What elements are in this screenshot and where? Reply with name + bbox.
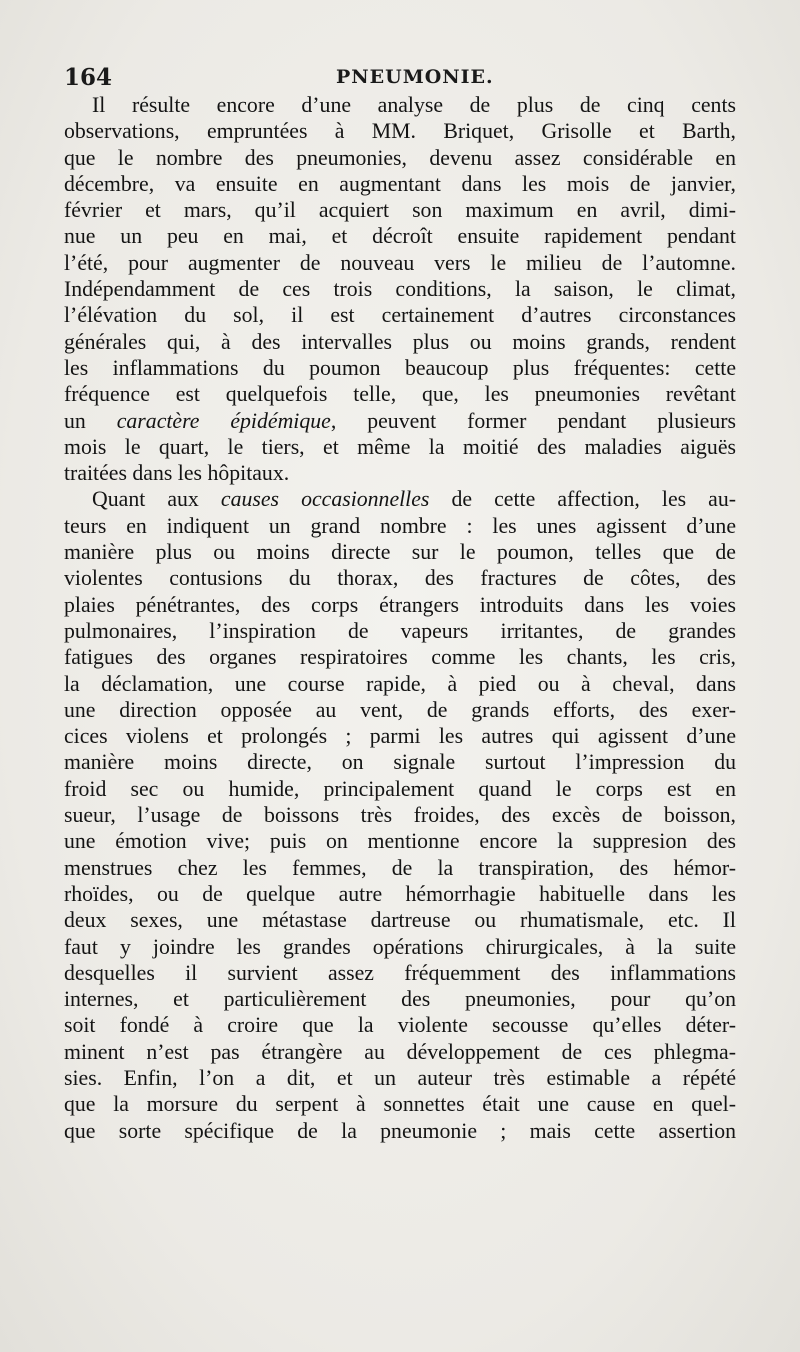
text-line: cices violens et prolongés ; parmi les autres qui agissent d’une bbox=[64, 724, 736, 749]
text-line: mois le quart, le tiers, et même la moitié des maladies aiguës bbox=[64, 434, 736, 459]
text-line: desquelles il survient assez fréquemment des inflammations bbox=[64, 960, 736, 985]
text-line: minent n’est pas étrangère au développement de ces phlegma- bbox=[64, 1039, 736, 1064]
text-line: observations, empruntées à MM. Briquet, Grisolle et Barth, bbox=[64, 119, 736, 144]
text-line: que la morsure du serpent à sonnettes était une cause en quel- bbox=[64, 1092, 736, 1117]
text-line: l’été, pour augmenter de nouveau vers le milieu de l’automne. bbox=[64, 250, 736, 275]
text-line: décembre, va ensuite en augmentant dans les mois de janvier, bbox=[64, 171, 736, 196]
text-line: février et mars, qu’il acquiert son maximum en avril, dimi- bbox=[64, 198, 736, 223]
text-run: un bbox=[64, 408, 117, 433]
text-line: rhoïdes, ou de quelque autre hémorrhagie habituelle dans les bbox=[64, 881, 736, 906]
italic-phrase: caractère épidémique bbox=[116, 408, 331, 433]
italic-phrase: causes occasionnelles bbox=[220, 487, 430, 512]
text-run: Quant aux bbox=[92, 487, 221, 512]
text-line: une direction opposée au vent, de grands efforts, des exer- bbox=[64, 697, 736, 722]
text-line: nue un peu en mai, et décroît ensuite rapidement pendant bbox=[64, 224, 736, 249]
text-line: sueur, l’usage de boissons très froides, des excès de boisson, bbox=[64, 803, 736, 828]
text-line: violentes contusions du thorax, des fractures de côtes, des bbox=[64, 566, 736, 591]
text-line: soit fondé à croire que la violente secousse qu’elles déter- bbox=[64, 1013, 736, 1038]
body-text bbox=[64, 92, 736, 1144]
text-line: manière plus ou moins directe sur le poumon, telles que de bbox=[64, 540, 736, 565]
text-line: l’élévation du sol, il est certainement d’autres circonstances bbox=[64, 303, 736, 328]
page-number: 164 bbox=[64, 64, 113, 91]
page-header bbox=[64, 64, 736, 94]
text-run: , peuvent former pendant plusieurs bbox=[330, 408, 736, 433]
text-line: Indépendamment de ces trois conditions, la saison, le climat, bbox=[64, 277, 736, 302]
text-line: pulmonaires, l’inspiration de vapeurs irritantes, de grandes bbox=[64, 618, 736, 643]
text-line: générales qui, à des intervalles plus ou moins grands, rendent bbox=[64, 329, 736, 354]
text-line: froid sec ou humide, principalement quand le corps est en bbox=[64, 776, 736, 801]
text-line: faut y joindre les grandes opérations chirurgicales, à la suite bbox=[64, 934, 736, 959]
text-line: les inflammations du poumon beaucoup plus fréquentes: cette bbox=[64, 355, 736, 380]
text-line bbox=[64, 408, 736, 434]
text-line: Il résulte encore d’une analyse de plus de cinq cents bbox=[92, 93, 736, 117]
text-line: fréquence est quelquefois telle, que, les pneumonies revêtant bbox=[64, 382, 736, 407]
text-line: fatigues des organes respiratoires comme les chants, les cris, bbox=[64, 645, 736, 670]
running-head: PNEUMONIE. bbox=[336, 66, 494, 88]
text-line: manière moins directe, on signale surtout l’impression du bbox=[64, 750, 736, 775]
text-line: une émotion vive; puis on mentionne encore la suppresion des bbox=[64, 829, 736, 854]
text-line: deux sexes, une métastase dartreuse ou rhumatismale, etc. Il bbox=[64, 908, 736, 933]
text-line: teurs en indiquent un grand nombre : les unes agissent d’une bbox=[64, 513, 736, 538]
text-line: traitées dans les hôpitaux. bbox=[64, 461, 290, 486]
text-line: que le nombre des pneumonies, devenu assez considérable en bbox=[64, 145, 736, 170]
text-line: sies. Enfin, l’on a dit, et un auteur très estimable a répété bbox=[64, 1065, 736, 1090]
text-line: plaies pénétrantes, des corps étrangers introduits dans les voies bbox=[64, 592, 736, 617]
text-line: internes, et particulièrement des pneumonies, pour qu’on bbox=[64, 987, 736, 1012]
text-run: de cette affection, les au- bbox=[429, 487, 736, 512]
text-line: menstrues chez les femmes, de la transpiration, des hémor- bbox=[64, 855, 736, 880]
text-line: la déclamation, une course rapide, à pied ou à cheval, dans bbox=[64, 671, 736, 696]
text-line bbox=[64, 486, 736, 512]
text-line: que sorte spécifique de la pneumonie ; mais cette assertion bbox=[64, 1118, 736, 1143]
